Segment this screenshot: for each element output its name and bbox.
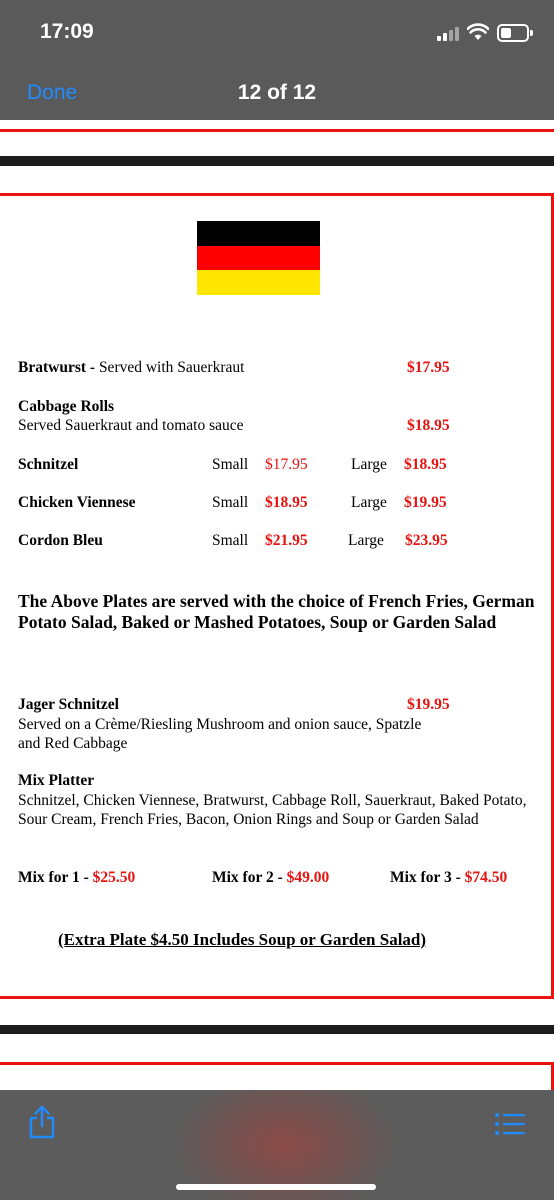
status-time: 17:09 (40, 20, 94, 43)
list-icon[interactable] (494, 1112, 526, 1136)
small-price: $21.95 (265, 532, 308, 549)
mix-option-price: $49.00 (286, 869, 330, 886)
large-label: Large (351, 456, 387, 473)
page-border-line (0, 1062, 554, 1065)
mix-option (212, 869, 329, 887)
bottom-toolbar (0, 1090, 554, 1200)
mix-option-price: $25.50 (92, 869, 136, 886)
nav-bar (0, 64, 554, 120)
item-name: Chicken Viennese (18, 494, 136, 511)
previous-page-edge (0, 120, 554, 156)
small-label: Small (212, 532, 249, 549)
mix-option-label: Mix for 3 - (390, 869, 461, 886)
item-price: $17.95 (407, 359, 450, 376)
mix-option-price: $74.50 (464, 869, 508, 886)
plates-note: The Above Plates are served with the choice of French Fries, German Potato Salad, Baked or Mashed Potatoes, Soup or Garden Salad (18, 591, 535, 632)
large-price: $18.95 (404, 456, 447, 473)
item-description: Schnitzel, Chicken Viennese, Bratwurst, Cabbage Roll, Sauerkraut, Baked Potato, Sour Cream, French Fries, Bacon, Onion Rings and Soup or Garden Salad (18, 792, 527, 828)
item-description: Served with Sauerkraut (98, 359, 245, 376)
large-price: $19.95 (404, 494, 447, 511)
mix-option-label: Mix for 1 - (18, 869, 89, 886)
large-label: Large (351, 494, 387, 511)
battery-icon (497, 24, 529, 42)
german-flag-icon (197, 221, 320, 295)
page-counter: 12 of 12 (237, 81, 317, 104)
cellular-signal-icon (437, 27, 461, 41)
small-price: $17.95 (265, 456, 308, 473)
extra-plate-note: (Extra Plate $4.50 Includes Soup or Garden Salad) (58, 930, 427, 949)
done-button[interactable]: Done (27, 81, 78, 104)
page-border-line (0, 129, 554, 132)
small-price: $18.95 (265, 494, 308, 511)
mix-option (390, 869, 507, 887)
mix-option (18, 869, 135, 887)
small-label: Small (212, 456, 249, 473)
large-price: $23.95 (405, 532, 448, 549)
item-name: Bratwurst - (18, 359, 96, 376)
item-description: Served on a Crème/Riesling Mushroom and onion sauce, Spatzle and Red Cabbage (18, 716, 422, 752)
mix-option-label: Mix for 2 - (212, 869, 283, 886)
page-divider (0, 156, 554, 166)
status-bar (0, 0, 554, 64)
small-label: Small (212, 494, 249, 511)
home-indicator[interactable] (176, 1184, 376, 1190)
item-name: Mix Platter (18, 772, 95, 789)
large-label: Large (348, 532, 384, 549)
menu-page (0, 166, 554, 1026)
item-description: Served Sauerkraut and tomato sauce (18, 417, 244, 434)
item-name: Schnitzel (18, 456, 79, 473)
item-price: $19.95 (407, 696, 450, 713)
share-icon[interactable] (26, 1104, 58, 1140)
wifi-icon (467, 23, 489, 41)
page-divider (0, 1025, 554, 1034)
item-name: Cordon Bleu (18, 532, 103, 549)
next-page-edge (0, 1034, 554, 1090)
item-price: $18.95 (407, 417, 450, 434)
item-name: Jager Schnitzel (18, 696, 119, 713)
menu-item-bratwurst (18, 359, 244, 377)
item-name: Cabbage Rolls (18, 398, 115, 415)
